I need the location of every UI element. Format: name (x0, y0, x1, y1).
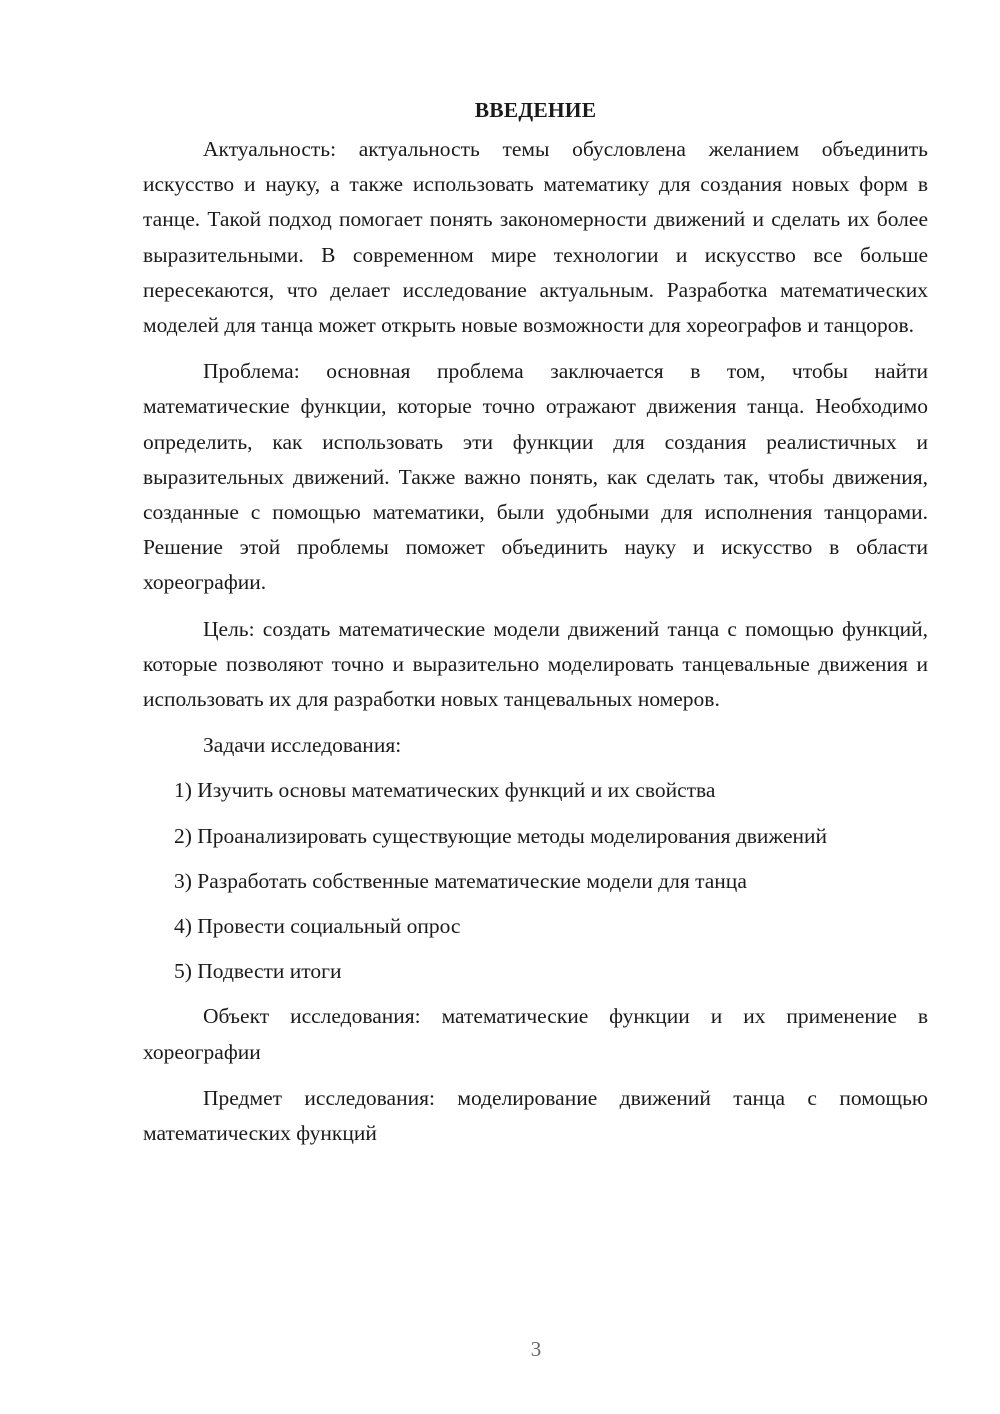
paragraph-relevance: Актуальность: актуальность темы обусловлена желанием объединить искусство и науку, а также использовать математику для создания новых форм в танце. Такой подход помогает понять закономерности движений и сделать их более выразительными. В современном мире технологии и искусство все больше пересекаются, что делает исследование актуальным. Разработка математических моделей для танца может открыть новые возможности для хореографов и танцоров. (143, 137, 928, 338)
page-number: 3 (530, 1337, 542, 1361)
page-title: ВВЕДЕНИЕ (474, 98, 597, 122)
paragraph-goal: Цель: создать математические модели движений танца с помощью функций, которые позволяют точно и выразительно моделировать танцевальные движения и использовать их для разработки новых танцевальных номеров. (143, 616, 928, 712)
tasks-list (143, 773, 928, 989)
paragraph-problem: Проблема: основная проблема заключается в том, чтобы найти математические функции, которые точно отражают движения танца. Необходимо определить, как использовать эти функции для создания реалистичных и выразительных движений. Также важно понять, как сделать так, чтобы движения, созданные с помощью математики, были удобными для исполнения танцорами. Решение этой проблемы поможет объединить науку и искусство в области хореографии. (143, 359, 928, 595)
tasks-heading: Задачи исследования: (203, 733, 402, 758)
list-item: 3) Разработать собственные математические модели для танца (174, 868, 747, 893)
list-item: 1) Изучить основы математических функций и их свойства (174, 778, 716, 803)
list-item: 4) Провести социальный опрос (174, 914, 461, 939)
page-content (143, 96, 928, 1162)
paragraph-subject: Предмет исследования: моделирование движений танца с помощью математических функций (143, 1085, 928, 1146)
paragraph-object: Объект исследования: математические функции и их применение в хореографии (143, 1004, 928, 1064)
list-item: 2) Проанализировать существующие методы моделирования движений (174, 823, 828, 848)
list-item: 5) Подвести итоги (174, 959, 342, 984)
